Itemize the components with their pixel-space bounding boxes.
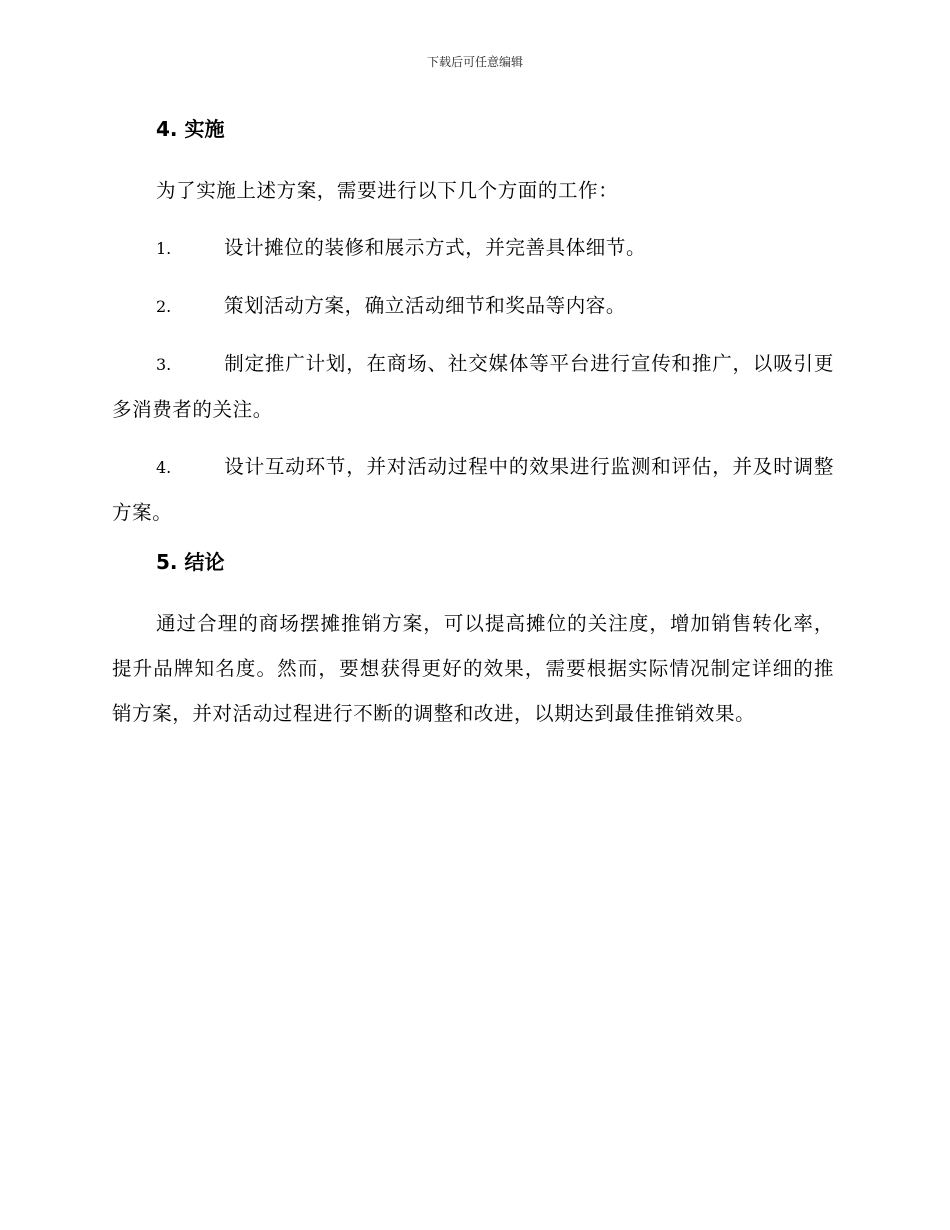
section-intro-paragraph: 为了实施上述方案，需要进行以下几个方面的工作： [156,179,619,202]
section-heading-implementation: 4. 实施 [156,117,225,141]
list-item [112,444,834,535]
section-heading-conclusion: 5. 结论 [156,550,225,574]
list-item [112,225,834,271]
list-item-text: 设计互动环节，并对活动过程中的效果进行监测和评估，并及时调整方案。 [112,455,834,524]
list-item-number: 4. [156,458,172,477]
list-item-text: 策划活动方案，确立活动细节和奖品等内容。 [224,294,627,317]
conclusion-paragraph: 通过合理的商场摆摊推销方案，可以提高摊位的关注度，增加销售转化率，提升品牌知名度。然而，要想获得更好的效果，需要根据实际情况制定详细的推销方案，并对活动过程进行不断的调整和改进，以期达到最佳推销效果。 [112,612,834,725]
list-item-text: 设计摊位的装修和展示方式，并完善具体细节。 [224,236,647,259]
list-item-number: 2. [156,297,172,316]
list-item [112,341,834,432]
list-item [112,283,834,329]
list-item-number: 3. [156,355,172,374]
page-header: 下载后可任意编辑 [426,55,523,69]
document-body [112,114,834,748]
list-item-number: 1. [156,239,172,258]
list-item-text: 制定推广计划，在商场、社交媒体等平台进行宣传和推广，以吸引更多消费者的关注。 [112,352,834,421]
